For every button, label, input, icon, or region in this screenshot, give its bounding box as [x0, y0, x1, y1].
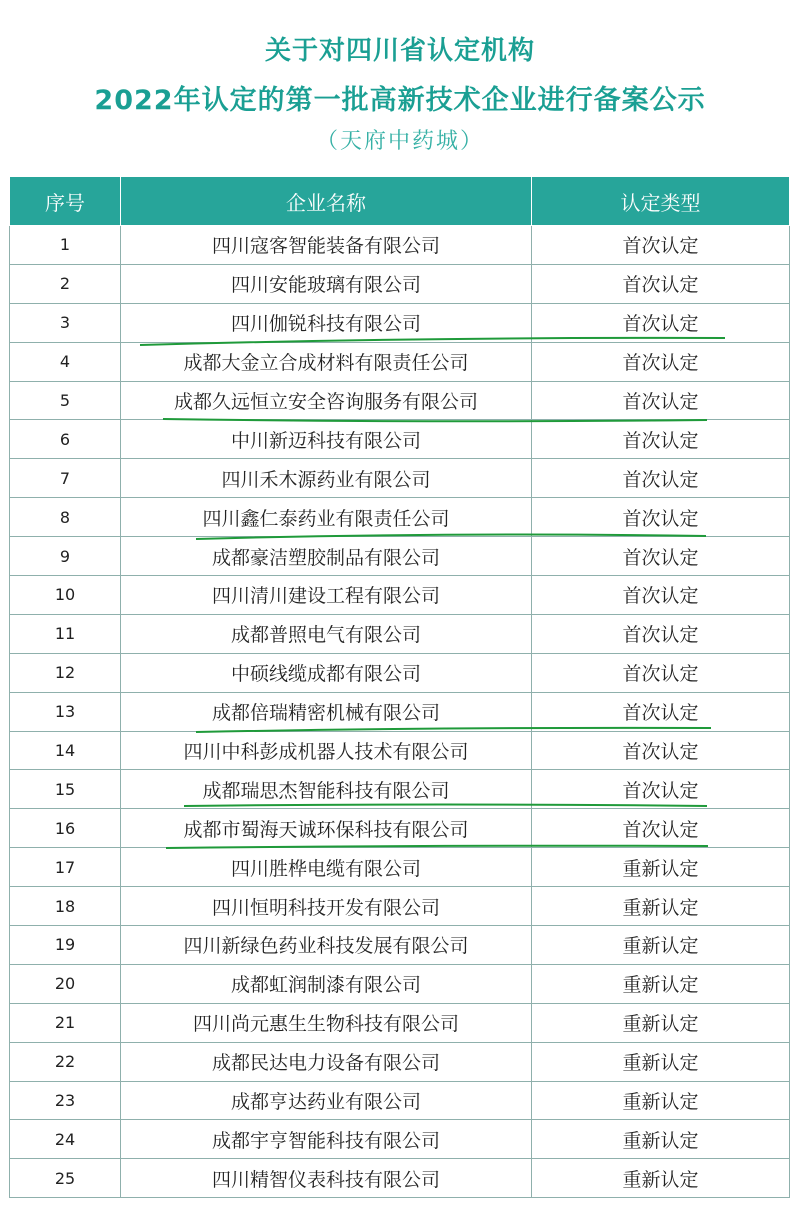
row-type: 首次认定	[532, 459, 790, 498]
row-type: 重新认定	[532, 926, 790, 965]
row-seq: 10	[10, 576, 121, 615]
row-seq: 2	[10, 264, 121, 303]
row-type: 首次认定	[532, 576, 790, 615]
row-seq: 4	[10, 342, 121, 381]
header-type: 认定类型	[532, 177, 790, 226]
row-type: 首次认定	[532, 770, 790, 809]
row-type: 重新认定	[532, 1042, 790, 1081]
row-company-name: 成都豪洁塑胶制品有限公司	[121, 537, 532, 576]
header-seq: 序号	[10, 177, 121, 226]
row-company-name: 四川恒明科技开发有限公司	[121, 887, 532, 926]
row-company-name: 成都虹润制漆有限公司	[121, 964, 532, 1003]
row-type: 首次认定	[532, 420, 790, 459]
table-row	[10, 226, 790, 265]
row-seq: 21	[10, 1003, 121, 1042]
table-row	[10, 614, 790, 653]
row-company-name: 成都久远恒立安全咨询服务有限公司	[121, 381, 532, 420]
row-seq: 14	[10, 731, 121, 770]
header-name: 企业名称	[121, 177, 532, 226]
row-seq: 9	[10, 537, 121, 576]
row-type: 重新认定	[532, 1159, 790, 1198]
table-header-row	[10, 177, 790, 226]
row-type: 首次认定	[532, 731, 790, 770]
row-type: 首次认定	[532, 264, 790, 303]
table-row	[10, 809, 790, 848]
row-company-name: 四川安能玻璃有限公司	[121, 264, 532, 303]
row-company-name: 成都亨达药业有限公司	[121, 1081, 532, 1120]
row-company-name: 四川禾木源药业有限公司	[121, 459, 532, 498]
table-row	[10, 1003, 790, 1042]
row-seq: 13	[10, 692, 121, 731]
row-company-name: 成都瑞思杰智能科技有限公司	[121, 770, 532, 809]
company-table	[9, 176, 790, 1198]
row-type: 首次认定	[532, 342, 790, 381]
row-seq: 23	[10, 1081, 121, 1120]
row-company-name: 成都普照电气有限公司	[121, 614, 532, 653]
row-type: 重新认定	[532, 964, 790, 1003]
table-row	[10, 498, 790, 537]
row-seq: 6	[10, 420, 121, 459]
table-row	[10, 848, 790, 887]
row-type: 重新认定	[532, 1081, 790, 1120]
row-type: 首次认定	[532, 498, 790, 537]
row-type: 首次认定	[532, 614, 790, 653]
table-row	[10, 770, 790, 809]
row-company-name: 四川伽锐科技有限公司	[121, 303, 532, 342]
row-company-name: 四川胜桦电缆有限公司	[121, 848, 532, 887]
row-company-name: 四川鑫仁泰药业有限责任公司	[121, 498, 532, 537]
row-seq: 18	[10, 887, 121, 926]
row-type: 重新认定	[532, 1120, 790, 1159]
row-company-name: 成都宇亨智能科技有限公司	[121, 1120, 532, 1159]
table-row	[10, 303, 790, 342]
row-type: 重新认定	[532, 1003, 790, 1042]
table-row	[10, 1120, 790, 1159]
table-row	[10, 926, 790, 965]
row-type: 首次认定	[532, 381, 790, 420]
row-seq: 22	[10, 1042, 121, 1081]
row-seq: 7	[10, 459, 121, 498]
table-row	[10, 653, 790, 692]
row-company-name: 成都倍瑞精密机械有限公司	[121, 692, 532, 731]
table-row	[10, 537, 790, 576]
table-row	[10, 342, 790, 381]
row-company-name: 四川精智仪表科技有限公司	[121, 1159, 532, 1198]
row-seq: 24	[10, 1120, 121, 1159]
table-row	[10, 576, 790, 615]
table-row	[10, 264, 790, 303]
row-type: 重新认定	[532, 887, 790, 926]
table-row	[10, 1042, 790, 1081]
subtitle: （天府中药城）	[315, 129, 484, 154]
row-type: 首次认定	[532, 809, 790, 848]
row-company-name: 四川新绿色药业科技发展有限公司	[121, 926, 532, 965]
row-company-name: 四川清川建设工程有限公司	[121, 576, 532, 615]
row-seq: 16	[10, 809, 121, 848]
row-seq: 5	[10, 381, 121, 420]
row-type: 首次认定	[532, 537, 790, 576]
row-seq: 8	[10, 498, 121, 537]
title-line-2: 2022年认定的第一批高新技术企业进行备案公示	[94, 85, 706, 116]
table-row	[10, 731, 790, 770]
row-seq: 20	[10, 964, 121, 1003]
row-seq: 3	[10, 303, 121, 342]
table-row	[10, 459, 790, 498]
table-row	[10, 381, 790, 420]
row-company-name: 四川尚元惠生生物科技有限公司	[121, 1003, 532, 1042]
row-company-name: 成都大金立合成材料有限责任公司	[121, 342, 532, 381]
table-row	[10, 964, 790, 1003]
row-seq: 15	[10, 770, 121, 809]
row-company-name: 四川中科彭成机器人技术有限公司	[121, 731, 532, 770]
row-seq: 19	[10, 926, 121, 965]
row-type: 首次认定	[532, 692, 790, 731]
row-seq: 1	[10, 226, 121, 265]
table-row	[10, 1081, 790, 1120]
row-seq: 25	[10, 1159, 121, 1198]
table-row	[10, 420, 790, 459]
title-line-1: 关于对四川省认定机构	[264, 36, 535, 66]
row-seq: 12	[10, 653, 121, 692]
row-seq: 11	[10, 614, 121, 653]
row-type: 重新认定	[532, 848, 790, 887]
row-company-name: 成都市蜀海天诚环保科技有限公司	[121, 809, 532, 848]
table-row	[10, 1159, 790, 1198]
row-type: 首次认定	[532, 653, 790, 692]
table-row	[10, 887, 790, 926]
row-seq: 17	[10, 848, 121, 887]
row-type: 首次认定	[532, 226, 790, 265]
row-type: 首次认定	[532, 303, 790, 342]
row-company-name: 中川新迈科技有限公司	[121, 420, 532, 459]
table-row	[10, 692, 790, 731]
row-company-name: 成都民达电力设备有限公司	[121, 1042, 532, 1081]
row-company-name: 四川寇客智能装备有限公司	[121, 226, 532, 265]
row-company-name: 中硕线缆成都有限公司	[121, 653, 532, 692]
